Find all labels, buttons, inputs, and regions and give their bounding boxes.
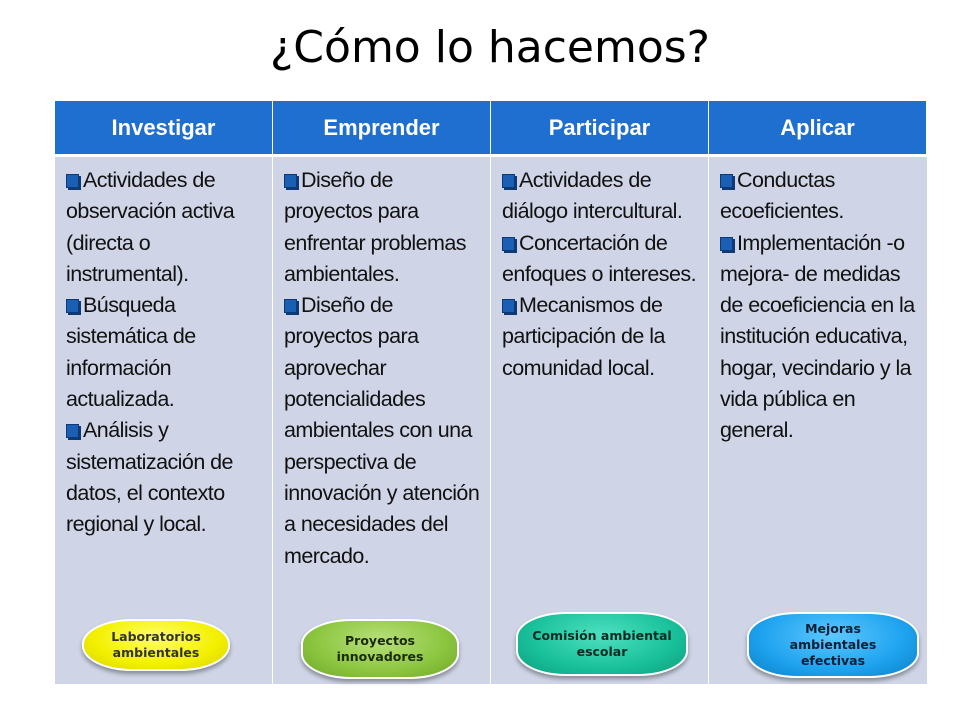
bullet-list — [720, 165, 921, 447]
checkbox-bullet-icon — [284, 299, 297, 313]
cell-participar — [491, 157, 709, 684]
cell-aplicar — [709, 157, 927, 684]
list-item: Diseño de proyectos para aprovechar potencialidades ambientales con una perspectiva de innovación y atención a necesidades del mercado. — [284, 293, 480, 568]
checkbox-bullet-icon — [66, 174, 79, 188]
list-item: Concertación de enfoques o intereses. — [502, 230, 697, 286]
checkbox-bullet-icon — [502, 174, 515, 188]
checkbox-bullet-icon — [720, 174, 733, 188]
slide-title: ¿Cómo lo hacemos? — [269, 22, 711, 73]
badge-comision-ambiental-escolar: Comisión ambiental escolar — [516, 612, 688, 676]
list-item: Búsqueda sistemática de información actualizada. — [66, 293, 196, 412]
checkbox-bullet-icon — [284, 174, 297, 188]
checkbox-bullet-icon — [66, 299, 79, 313]
header-aplicar: Aplicar — [709, 101, 927, 157]
cell-investigar — [55, 157, 273, 684]
bullet-list — [66, 165, 266, 541]
checkbox-bullet-icon — [502, 299, 515, 313]
header-emprender: Emprender — [273, 101, 491, 157]
checkbox-bullet-icon — [502, 237, 515, 251]
list-item: Análisis y sistematización de datos, el contexto regional y local. — [66, 418, 233, 537]
header-participar: Participar — [491, 101, 709, 157]
bullet-list — [284, 165, 484, 572]
activities-table — [55, 101, 927, 684]
badge-proyectos-innovadores: Proyectos innovadores — [301, 619, 459, 679]
bullet-list — [502, 165, 702, 384]
cell-emprender — [273, 157, 491, 684]
list-item: Actividades de observación activa (directa o instrumental). — [66, 168, 235, 286]
list-item: Conductas ecoeficientes. — [720, 168, 844, 224]
checkbox-bullet-icon — [66, 424, 79, 438]
list-item: Diseño de proyectos para enfrentar problemas ambientales. — [284, 168, 466, 286]
list-item: Mecanismos de participación de la comunidad local. — [502, 293, 665, 380]
list-item: Implementación -o mejora- de medidas de ecoeficiencia en la institución educativa, hogar, vecindario y la vida pública en general. — [720, 230, 915, 443]
checkbox-bullet-icon — [720, 237, 733, 251]
badge-laboratorios-ambientales: Laboratorios ambientales — [82, 619, 230, 671]
list-item: Actividades de diálogo intercultural. — [502, 168, 683, 224]
header-investigar: Investigar — [55, 101, 273, 157]
badge-mejoras-ambientales-efectivas: Mejoras ambientales efectivas — [747, 612, 919, 678]
